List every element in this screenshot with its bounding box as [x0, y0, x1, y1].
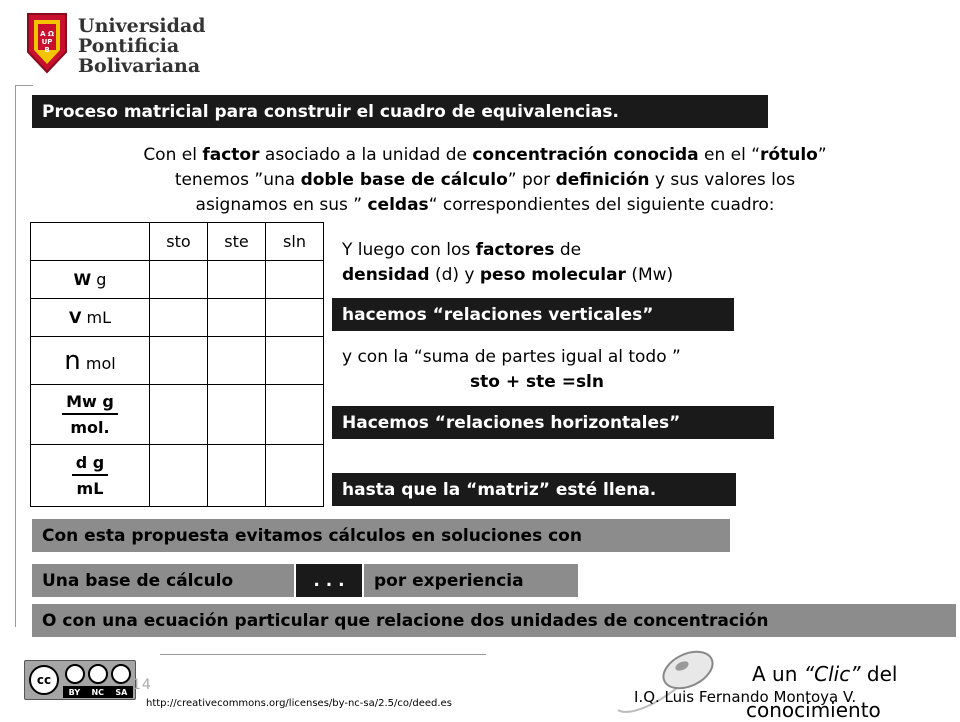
author-name: I.Q. Luis Fernando Montoya V.	[634, 688, 857, 706]
matrix-cell	[266, 261, 324, 299]
factors-line-2: densidad (d) y peso molecular (Mw)	[342, 265, 674, 285]
matrix-row-d	[31, 445, 324, 507]
matrix-corner-cell	[31, 223, 150, 261]
matrix-label-d	[31, 445, 150, 507]
matrix-cell	[150, 385, 208, 445]
matrix-label-w: W g	[31, 261, 150, 299]
matrix-cell	[208, 385, 266, 445]
cc-noncommercial-icon	[88, 664, 108, 684]
university-name-line2: Pontificia	[78, 35, 180, 57]
matrix-header-ste: ste	[208, 223, 266, 261]
factors-line-1: Y luego con los factores de	[342, 240, 582, 260]
matrix-cell	[208, 299, 266, 337]
matrix-cell	[266, 337, 324, 385]
sum-equation: sto + ste =sln	[470, 372, 604, 392]
d-fraction: $\frac{\text{d g}}{mL}$	[72, 453, 108, 498]
intro-line-1: Con el factor asociado a la unidad de concentración conocida en el “rótulo”	[143, 145, 827, 165]
cc-logo-icon: cc	[29, 665, 59, 695]
title-bar: Proceso matricial para construir el cuadro de equivalencias.	[32, 95, 768, 128]
university-logo	[24, 12, 206, 78]
matrix-label-mw	[31, 385, 150, 445]
matrix-row-w	[31, 261, 324, 299]
intro-line-2: tenemos ”una doble base de cálculo” por definición y sus valores los	[174, 170, 796, 190]
intro-paragraph	[40, 143, 930, 218]
matrix-full-bar: hasta que la “matriz” esté llena.	[332, 473, 736, 506]
header-vertical-rule	[15, 85, 16, 627]
matrix-label-v: V mL	[31, 299, 150, 337]
matrix-cell	[208, 337, 266, 385]
horizontal-relations-bar: Hacemos “relaciones horizontales”	[332, 406, 774, 439]
matrix-row-mw	[31, 385, 324, 445]
university-name-line3: Bolivariana	[78, 55, 201, 77]
matrix-header-row	[31, 223, 324, 261]
proposal-bar: Con esta propuesta evitamos cálculos en soluciones con	[32, 519, 730, 552]
university-name-line1: Universidad	[78, 15, 206, 37]
university-seal-text: A Ω UPB	[40, 30, 54, 54]
equivalence-matrix	[30, 222, 324, 507]
factors-text	[342, 238, 782, 288]
intro-line-3: asignamos en sus ” celdas“ correspondientes del siguiente cuadro:	[195, 195, 775, 215]
matrix-header-sln: sln	[266, 223, 324, 261]
base-calculo-bar: Una base de cálculo	[32, 564, 294, 597]
equation-bar: O con una ecuación particular que relacione dos unidades de concentración	[32, 604, 956, 637]
matrix-cell	[208, 445, 266, 507]
slide-number: 14	[132, 677, 152, 693]
matrix-row-n	[31, 337, 324, 385]
sum-parts-line: y con la “suma de partes igual al todo ”	[342, 347, 681, 367]
matrix-cell	[150, 261, 208, 299]
matrix-cell	[150, 445, 208, 507]
tagline-conocimiento: conocimiento	[746, 698, 881, 722]
mw-fraction: $\frac{\text{Mw g}}{\text{mol.}}$	[62, 392, 118, 437]
matrix-cell	[208, 261, 266, 299]
dots-bar: . . .	[296, 564, 362, 597]
university-name	[78, 16, 206, 76]
cc-sharealike-icon	[111, 664, 131, 684]
cc-terms-strip: BY NC SA	[63, 686, 133, 698]
vertical-relations-bar: hacemos “relaciones verticales”	[332, 298, 734, 331]
license-link[interactable]: http://creativecommons.org/licenses/by-nc-sa/2.5/co/deed.es	[146, 698, 452, 709]
matrix-cell	[150, 337, 208, 385]
cc-attribution-icon	[65, 664, 85, 684]
tagline: A un “Clic” del	[752, 662, 898, 686]
matrix-cell	[266, 299, 324, 337]
sum-parts-text	[342, 345, 782, 395]
matrix-row-v	[31, 299, 324, 337]
matrix-cell	[150, 299, 208, 337]
matrix-header-sto: sto	[150, 223, 208, 261]
creative-commons-badge[interactable]	[24, 660, 136, 700]
footer-rule	[160, 654, 486, 655]
matrix-label-n: n mol	[31, 337, 150, 385]
matrix-cell	[266, 385, 324, 445]
computer-mouse-icon	[610, 640, 720, 720]
header-horizontal-rule	[15, 85, 33, 86]
matrix-cell	[266, 445, 324, 507]
experience-bar: por experiencia	[364, 564, 578, 597]
